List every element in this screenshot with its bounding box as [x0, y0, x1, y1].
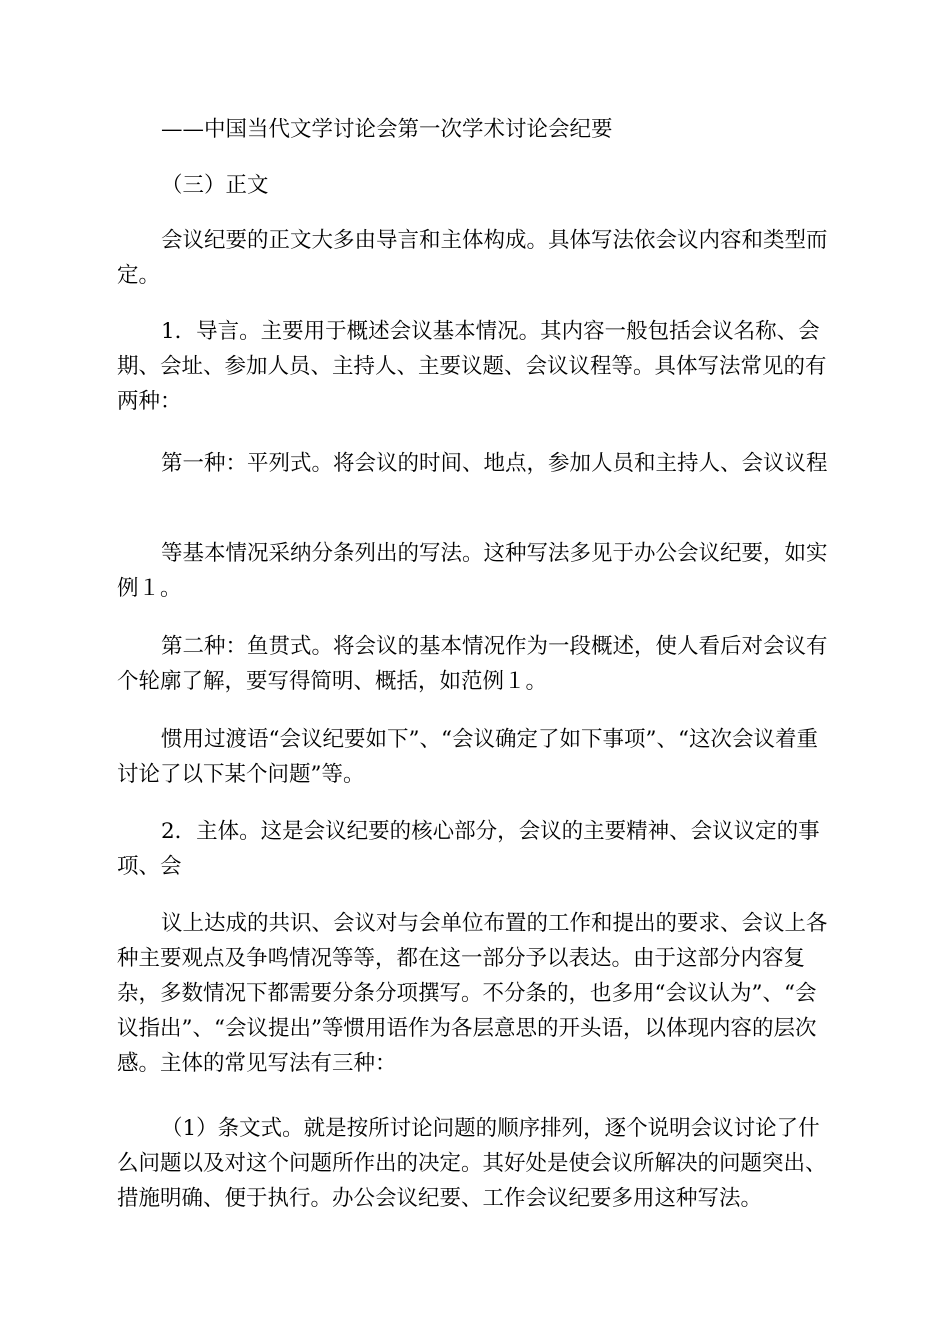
paragraph-5: 第二种：鱼贯式。将会议的基本情况作为一段概述，使人看后对会议有个轮廓了解，要写得简明、概括，如范例１。 [117, 634, 828, 694]
paragraph-2: 1．导言。主要用于概述会议基本情况。其内容一般包括会议名称、会期、会址、参加人员、主持人、主要议题、会议议程等。具体写法常见的有两种： [117, 319, 827, 414]
section-heading: （三）正文 [161, 173, 269, 198]
paragraph-8: 议上达成的共识、会议对与会单位布置的工作和提出的要求、会议上各种主要观点及争鸣情况等等，都在这一部分予以表达。由于这部分内容复杂，多数情况下都需要分条分项撰写。不分条的，也多用“会议认为”、“会议指出”、“会议提出”等惯用语作为各层意思的开头语，以体现内容的层次感。主体的常见写法有三种： [117, 911, 828, 1076]
paragraph-9: （1）条文式。就是按所讨论问题的顺序排列，逐个说明会议讨论了什么问题以及对这个问题所作出的决定。其好处是使会议所解决的问题突出、措施明确、便于执行。办公会议纪要、工作会议纪要多用这种写法。 [117, 1116, 827, 1211]
paragraph-6: 惯用过渡语“会议纪要如下”、“会议确定了如下事项”、“这次会议着重讨论了以下某个问题”等。 [117, 727, 818, 787]
document-subtitle: ——中国当代文学讨论会第一次学术讨论会纪要 [161, 117, 613, 142]
paragraph-4: 等基本情况采纳分条列出的写法。这种写法多见于办公会议纪要，如实例１。 [117, 541, 828, 601]
paragraph-1: 会议纪要的正文大多由导言和主体构成。具体写法依会议内容和类型而定。 [117, 228, 828, 288]
paragraph-3: 第一种：平列式。将会议的时间、地点，参加人员和主持人、会议议程 [161, 451, 828, 476]
paragraph-7: 2．主体。这是会议纪要的核心部分，会议的主要精神、会议议定的事项、会 [117, 819, 820, 879]
